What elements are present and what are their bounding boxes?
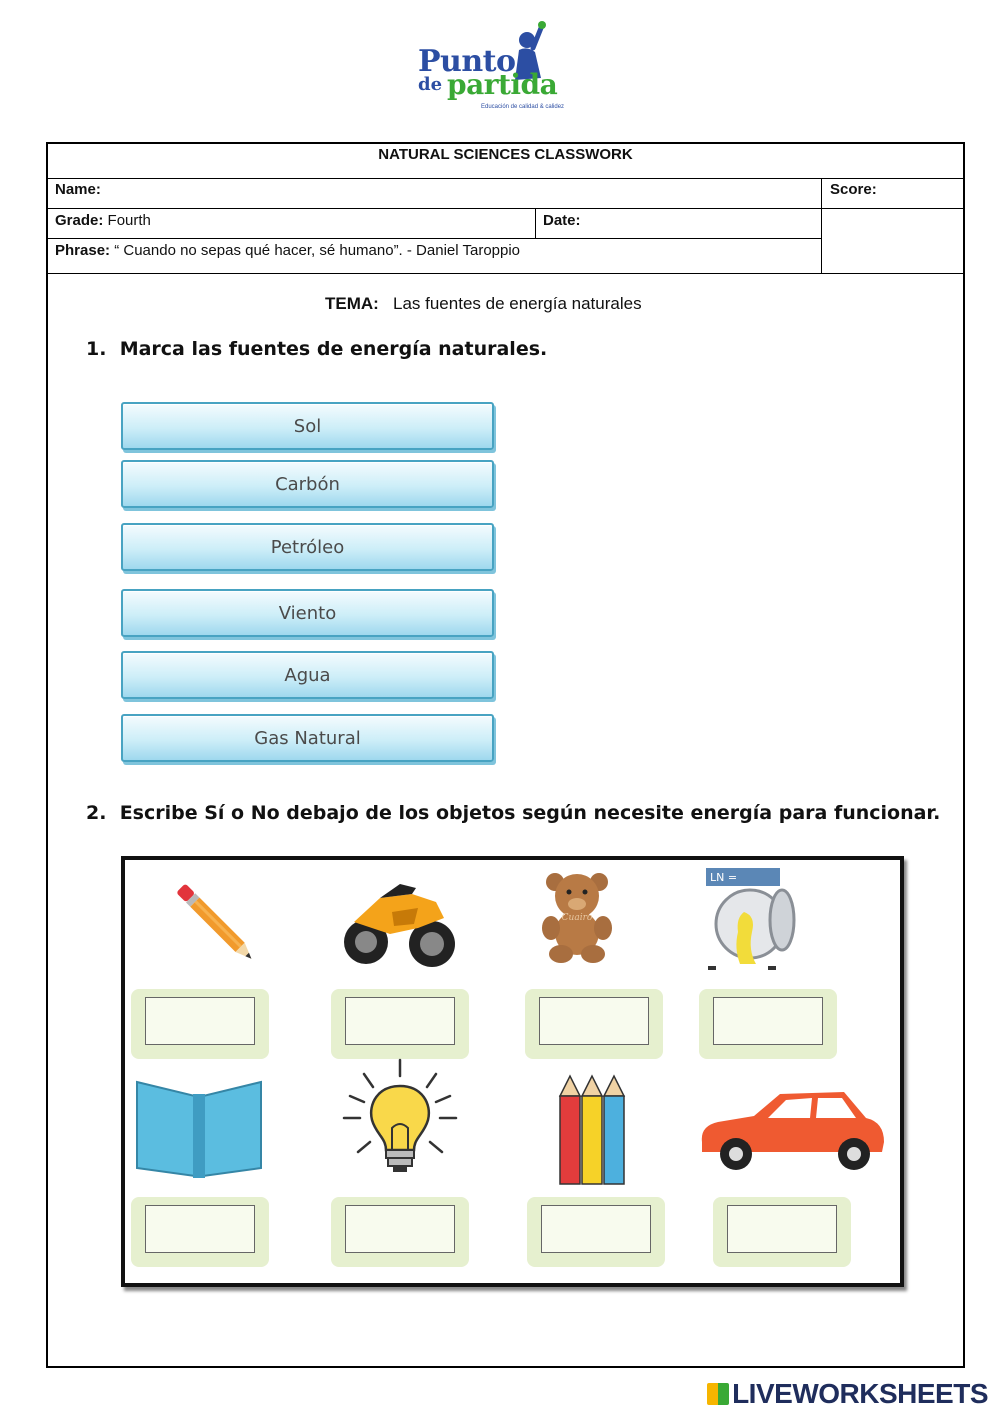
option-petroleo[interactable]: Petróleo [121, 523, 494, 571]
motorcycle-icon [340, 872, 460, 972]
question-1-text: Marca las fuentes de energía naturales. [119, 338, 548, 360]
answer-input-teddy-bear[interactable] [539, 997, 649, 1045]
answer-slot-colored-pencils [527, 1197, 665, 1267]
topic-value: Las fuentes de energía naturales [393, 294, 642, 313]
row-divider [46, 178, 965, 179]
column-divider [821, 178, 822, 274]
answer-slot-car [713, 1197, 851, 1267]
row-divider [46, 238, 822, 239]
phrase-label: Phrase: [55, 242, 111, 259]
option-carbon[interactable]: Carbón [121, 460, 494, 508]
table-border-bottom [46, 1366, 965, 1368]
car-icon [696, 1086, 888, 1172]
name-input[interactable] [110, 181, 814, 207]
question-2-number: 2. [86, 802, 107, 824]
answer-input-colored-pencils[interactable] [541, 1205, 651, 1253]
option-sol[interactable]: Sol [121, 402, 494, 450]
name-label: Name: [55, 181, 101, 198]
logo-word-de: de [418, 74, 443, 95]
row-divider [46, 273, 965, 274]
topic-label: TEMA: [325, 294, 379, 313]
answer-input-pencil[interactable] [145, 997, 255, 1045]
option-viento[interactable]: Viento [121, 589, 494, 637]
date-label: Date: [543, 212, 581, 229]
grade-label: Grade: [55, 212, 104, 229]
answer-input-motorcycle[interactable] [345, 997, 455, 1045]
answer-slot-washing-machine [699, 989, 837, 1059]
score-label: Score: [830, 181, 877, 198]
option-agua[interactable]: Agua [121, 651, 494, 699]
logo-tagline: Educación de calidad & calidez [481, 104, 565, 110]
answer-slot-teddy-bear [525, 989, 663, 1059]
book-icon [135, 1076, 263, 1180]
grade-value: Fourth [107, 212, 151, 229]
answer-slot-light-bulb [331, 1197, 469, 1267]
column-divider [535, 208, 536, 239]
row-divider [46, 208, 965, 209]
washing-machine-icon [704, 866, 796, 974]
logo-word-punto: Punto [418, 44, 516, 79]
question-2 [86, 802, 940, 824]
phrase-row [55, 242, 520, 259]
grade-row [55, 212, 151, 229]
answer-input-car[interactable] [727, 1205, 837, 1253]
question-1 [86, 338, 547, 360]
table-border-right [963, 142, 965, 1368]
bear-label: Cuairo [561, 913, 593, 923]
answer-slot-motorcycle [331, 989, 469, 1059]
liveworksheets-icon [707, 1383, 729, 1405]
washer-label: LN = [710, 871, 738, 884]
answer-input-book[interactable] [145, 1205, 255, 1253]
phrase-value: “ Cuando no sepas qué hacer, sé humano”. - Daniel Taroppio [114, 242, 521, 259]
table-border-top [46, 142, 965, 144]
answer-slot-pencil [131, 989, 269, 1059]
logo-word-partida: partida [447, 68, 558, 101]
brand-text: LIVEWORKSHEETS [732, 1378, 988, 1409]
answer-input-washing-machine[interactable] [713, 997, 823, 1045]
light-bulb-icon [340, 1058, 460, 1178]
colored-pencils-icon [558, 1074, 630, 1186]
pencil-icon [165, 872, 265, 974]
topic-line [325, 294, 642, 314]
school-logo [415, 18, 585, 108]
question-2-text: Escribe Sí o No debajo de los objetos según necesite energía para funcionar. [119, 802, 941, 824]
table-border-left [46, 142, 48, 1368]
option-gas-natural[interactable]: Gas Natural [121, 714, 494, 762]
answer-slot-book [131, 1197, 269, 1267]
worksheet-title: NATURAL SCIENCES CLASSWORK [378, 146, 633, 163]
answer-input-light-bulb[interactable] [345, 1205, 455, 1253]
question-1-number: 1. [86, 338, 107, 360]
teddy-bear-icon [537, 868, 617, 963]
liveworksheets-brand [707, 1378, 988, 1410]
